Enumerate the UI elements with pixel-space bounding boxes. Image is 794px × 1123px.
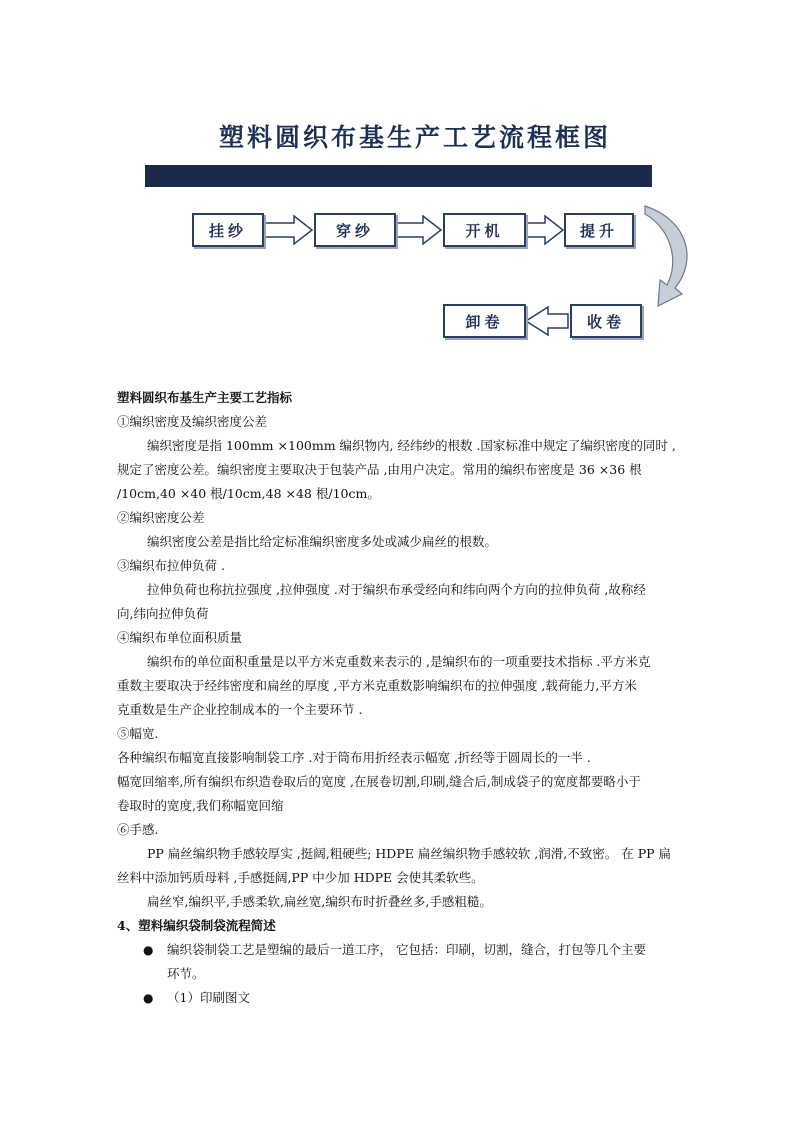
item-title-4: ④编织布单位面积质量 xyxy=(117,630,243,645)
item-title-2: ②编织密度公差 xyxy=(117,510,205,525)
arrow-right-1 xyxy=(264,216,312,244)
bullet-text: 编织袋制袋工艺是塑编的最后一道工序， 它包括：印刷，切割，缝合，打包等几个主要 xyxy=(167,942,646,957)
paragraph-line: 丝料中添加钙质母料 ,手感挺阔,PP 中少加 HDPE 会使其柔软些。 xyxy=(117,870,484,885)
paragraph-line: 拉伸负荷也称抗拉强度 ,拉伸强度 .对于编织布承受经向和纬向两个方向的拉伸负荷 ,故称经 xyxy=(147,582,646,597)
paragraph-line: PP 扁丝编织物手感较厚实 ,挺阔,粗硬些; HDPE 扁丝编织物手感较软 ,润滑,不致密。 在 PP 扁 xyxy=(147,846,671,861)
step-box-4: 提升 xyxy=(564,213,634,247)
item-title-3: ③编织布拉伸负荷 . xyxy=(117,558,225,573)
step-box-6: 卸卷 xyxy=(443,304,526,338)
step-box-1: 挂纱 xyxy=(192,213,264,247)
section-heading: 塑料圆织布基生产主要工艺指标 xyxy=(117,390,293,405)
item-title-5: ⑤幅宽. xyxy=(117,726,159,741)
bullet-dot: ● xyxy=(143,991,154,1005)
figure-title: 塑料圆织布基生产工艺流程框图 xyxy=(218,123,611,152)
item-title-1: ①编织密度及编织密度公差 xyxy=(117,414,268,429)
bullet-dot: ● xyxy=(143,943,154,957)
step-box-2: 穿纱 xyxy=(314,213,396,247)
paragraph-line: 幅宽回缩率,所有编织布织造卷取后的宽度 ,在展卷切割,印刷,缝合后,制成袋子的宽度都要略小于 xyxy=(117,774,641,789)
section-4-heading: 4、塑料编织袋制袋流程简述 xyxy=(117,918,276,933)
bullet-continuation: 环节。 xyxy=(167,966,205,981)
flowchart-figure xyxy=(140,110,700,360)
paragraph-line: 扁丝窄,编织平,手感柔软,扁丝宽,编织布时折叠丝多,手感粗糙。 xyxy=(147,894,492,909)
paragraph-line: 各种编织布幅宽直接影响制袋工序 .对于筒布用折经表示幅宽 ,折经等于圆周长的一半 . xyxy=(117,750,591,765)
document-body xyxy=(117,386,677,1010)
arrow-right-2 xyxy=(395,216,441,244)
curved-return-arrow xyxy=(645,206,687,306)
arrow-right-3 xyxy=(525,216,563,244)
item-title-6: ⑥手感. xyxy=(117,822,159,837)
paragraph-line: 编织布的单位面积重量是以平方米克重数来表示的 ,是编织布的一项重要技术指标 .平方米克 xyxy=(147,654,651,669)
step-box-5: 收卷 xyxy=(570,304,642,338)
bullet-text: （1）印刷图文 xyxy=(167,990,250,1005)
step-box-3: 开机 xyxy=(443,213,526,247)
paragraph-line: 编织密度公差是指比给定标准编织密度多处或减少扁丝的根数。 xyxy=(147,534,498,549)
arrow-left-1 xyxy=(526,307,568,335)
bullet-item xyxy=(117,938,677,962)
bullet-item xyxy=(117,986,677,1010)
paragraph-line: 向,纬向拉伸负荷 xyxy=(117,606,209,621)
paragraph-line: 克重数是生产企业控制成本的一个主要环节 . xyxy=(117,702,363,717)
paragraph-line: 卷取时的宽度,我们称幅宽回缩 xyxy=(117,798,284,813)
paragraph-line: 规定了密度公差。编织密度主要取决于包装产品 ,由用户决定。常用的编织布密度是 36 ×36 根 xyxy=(117,462,642,477)
paragraph-line: /10cm,40 ×40 根/10cm,48 ×48 根/10cm。 xyxy=(117,486,380,501)
paragraph-line: 重数主要取决于经纬密度和扁丝的厚度 ,平方米克重数影响编织布的拉伸强度 ,载荷能力,平方米 xyxy=(117,678,637,693)
paragraph-line: 编织密度是指 100mm ×100mm 编织物内, 经纬纱的根数 .国家标准中规定了编织密度的同时 , xyxy=(147,438,676,453)
